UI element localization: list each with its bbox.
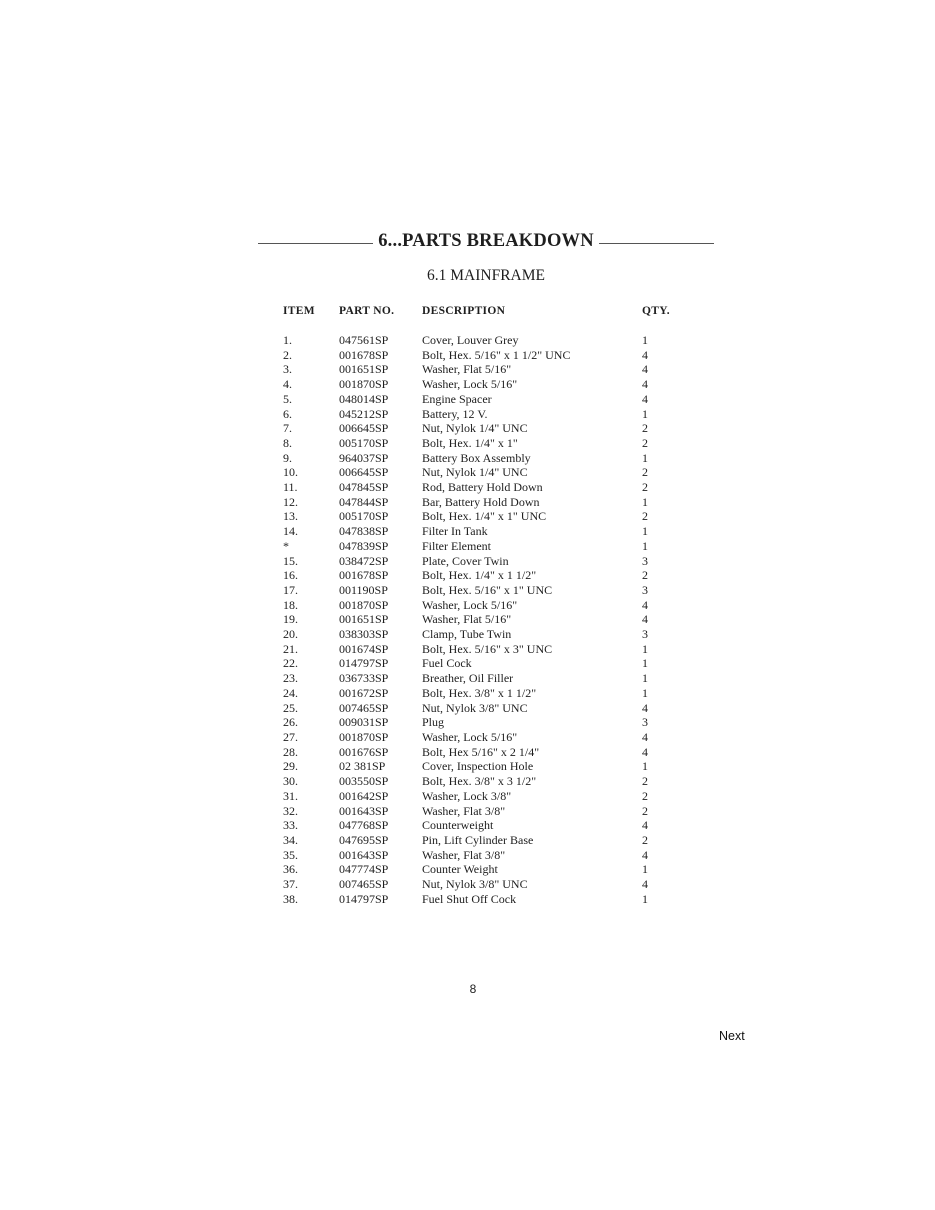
row-qty: 2 — [642, 465, 648, 480]
row-part-no: 001674SP — [339, 641, 389, 656]
table-header-row — [283, 303, 682, 319]
row-item: 16. — [283, 568, 298, 583]
row-part-no: 045212SP — [339, 406, 389, 421]
header-spacer — [283, 319, 682, 333]
row-item: 2. — [283, 347, 292, 362]
row-qty: 2 — [642, 568, 648, 583]
row-item: 37. — [283, 877, 298, 892]
row-part-no: 038303SP — [339, 627, 389, 642]
row-part-no: 007465SP — [339, 700, 389, 715]
row-item: 30. — [283, 774, 298, 789]
row-part-no: 009031SP — [339, 715, 389, 730]
row-description: Rod, Battery Hold Down — [422, 480, 543, 495]
row-qty: 2 — [642, 509, 648, 524]
row-item: 12. — [283, 494, 298, 509]
row-description: Filter Element — [422, 538, 491, 553]
row-qty: 4 — [642, 391, 648, 406]
row-qty: 1 — [642, 494, 648, 509]
row-qty: 4 — [642, 847, 648, 862]
row-qty: 2 — [642, 803, 648, 818]
row-item: 23. — [283, 671, 298, 686]
row-description: Washer, Lock 3/8" — [422, 788, 512, 803]
table-row — [283, 833, 682, 848]
row-part-no: 014797SP — [339, 891, 389, 906]
table-row — [283, 495, 682, 510]
row-description: Nut, Nylok 1/4" UNC — [422, 465, 528, 480]
row-description: Washer, Flat 5/16" — [422, 362, 512, 377]
table-row — [283, 627, 682, 642]
row-qty: 1 — [642, 656, 648, 671]
row-qty: 3 — [642, 553, 648, 568]
row-item: 33. — [283, 818, 298, 833]
row-part-no: 001678SP — [339, 347, 389, 362]
row-description: Filter In Tank — [422, 524, 488, 539]
row-item: 17. — [283, 582, 298, 597]
row-description: Bar, Battery Hold Down — [422, 494, 540, 509]
row-qty: 3 — [642, 715, 648, 730]
table-row — [283, 701, 682, 716]
row-item: 7. — [283, 421, 292, 436]
row-part-no: 005170SP — [339, 509, 389, 524]
table-row — [283, 554, 682, 569]
row-item: 15. — [283, 553, 298, 568]
row-part-no: 001870SP — [339, 597, 389, 612]
row-description: Bolt, Hex. 5/16" x 1" UNC — [422, 582, 553, 597]
row-item: 31. — [283, 788, 298, 803]
row-description: Cover, Inspection Hole — [422, 759, 534, 774]
row-part-no: 014797SP — [339, 656, 389, 671]
row-item: 25. — [283, 700, 298, 715]
row-qty: 4 — [642, 347, 648, 362]
row-description: Washer, Lock 5/16" — [422, 729, 518, 744]
row-qty: 4 — [642, 877, 648, 892]
table-row — [283, 348, 682, 363]
row-description: Pin, Lift Cylinder Base — [422, 832, 534, 847]
table-row — [283, 759, 682, 774]
row-qty: 2 — [642, 774, 648, 789]
row-item: 26. — [283, 715, 298, 730]
row-item: 20. — [283, 627, 298, 642]
row-item: 4. — [283, 377, 292, 392]
subsection-title: 6.1 MAINFRAME — [427, 267, 545, 284]
table-row — [283, 480, 682, 495]
section-title: 6...PARTS BREAKDOWN — [378, 230, 594, 251]
table-row — [283, 774, 682, 789]
table-row — [283, 509, 682, 524]
row-part-no: 001643SP — [339, 847, 389, 862]
row-description: Bolt, Hex. 1/4" x 1 1/2" — [422, 568, 537, 583]
row-part-no: 047839SP — [339, 538, 389, 553]
row-item: 13. — [283, 509, 298, 524]
row-description: Counterweight — [422, 818, 494, 833]
row-item: 28. — [283, 744, 298, 759]
row-qty: 1 — [642, 450, 648, 465]
row-item: 22. — [283, 656, 298, 671]
row-part-no: 001676SP — [339, 744, 389, 759]
table-row — [283, 892, 682, 907]
row-item: 38. — [283, 891, 298, 906]
row-description: Nut, Nylok 3/8" UNC — [422, 877, 528, 892]
table-row — [283, 568, 682, 583]
row-description: Bolt, Hex. 5/16" x 1 1/2" UNC — [422, 347, 571, 362]
row-description: Washer, Flat 3/8" — [422, 847, 506, 862]
row-description: Bolt, Hex 5/16" x 2 1/4" — [422, 744, 540, 759]
row-description: Nut, Nylok 1/4" UNC — [422, 421, 528, 436]
row-qty: 4 — [642, 744, 648, 759]
row-item: 11. — [283, 480, 298, 495]
row-part-no: 047561SP — [339, 333, 389, 347]
row-part-no: 036733SP — [339, 671, 389, 686]
row-description: Plug — [422, 715, 445, 730]
title-rule-left — [258, 243, 373, 244]
row-part-no: 006645SP — [339, 465, 389, 480]
table-row — [283, 362, 682, 377]
table-row — [283, 656, 682, 671]
header-qty: QTY. — [642, 305, 670, 317]
row-qty: 4 — [642, 729, 648, 744]
row-item: * — [283, 538, 289, 553]
next-link[interactable]: Next — [719, 1029, 745, 1043]
row-item: 10. — [283, 465, 298, 480]
row-part-no: 001678SP — [339, 568, 389, 583]
row-description: Washer, Flat 5/16" — [422, 612, 512, 627]
row-item: 18. — [283, 597, 298, 612]
row-description: Bolt, Hex. 5/16" x 3" UNC — [422, 641, 553, 656]
row-qty: 1 — [642, 862, 648, 877]
row-description: Engine Spacer — [422, 391, 492, 406]
row-item: 5. — [283, 391, 292, 406]
row-qty: 4 — [642, 377, 648, 392]
title-rule-right — [599, 243, 714, 244]
row-item: 36. — [283, 862, 298, 877]
row-description: Bolt, Hex. 1/4" x 1" UNC — [422, 509, 547, 524]
row-item: 14. — [283, 524, 298, 539]
row-description: Cover, Louver Grey — [422, 333, 519, 347]
row-qty: 1 — [642, 641, 648, 656]
row-qty: 2 — [642, 788, 648, 803]
row-qty: 4 — [642, 612, 648, 627]
table-row — [283, 524, 682, 539]
table-row — [283, 745, 682, 760]
row-part-no: 047768SP — [339, 818, 389, 833]
table-row — [283, 392, 682, 407]
row-part-no: 003550SP — [339, 774, 389, 789]
table-row — [283, 436, 682, 451]
row-part-no: 001651SP — [339, 612, 389, 627]
row-description: Breather, Oil Filler — [422, 671, 514, 686]
row-item: 9. — [283, 450, 292, 465]
row-part-no: 001672SP — [339, 685, 389, 700]
row-qty: 2 — [642, 421, 648, 436]
table-row — [283, 877, 682, 892]
row-description: Plate, Cover Twin — [422, 553, 509, 568]
row-qty: 1 — [642, 671, 648, 686]
table-row — [283, 848, 682, 863]
row-qty: 1 — [642, 685, 648, 700]
table-row — [283, 804, 682, 819]
row-part-no: 038472SP — [339, 553, 389, 568]
row-description: Battery, 12 V. — [422, 406, 488, 421]
table-row — [283, 671, 682, 686]
table-row — [283, 686, 682, 701]
section-title-row — [258, 228, 714, 254]
header-part-no: PART NO. — [339, 305, 395, 317]
row-description: Fuel Cock — [422, 656, 472, 671]
row-qty: 2 — [642, 480, 648, 495]
header-description: DESCRIPTION — [422, 305, 506, 317]
row-description: Bolt, Hex. 1/4" x 1" — [422, 435, 518, 450]
row-item: 34. — [283, 832, 298, 847]
table-row — [283, 715, 682, 730]
header-item: ITEM — [283, 305, 315, 317]
row-item: 21. — [283, 641, 298, 656]
table-row — [283, 583, 682, 598]
row-part-no: 02 381SP — [339, 759, 386, 774]
row-part-no: 001190SP — [339, 582, 388, 597]
row-part-no: 001870SP — [339, 729, 389, 744]
row-part-no: 048014SP — [339, 391, 389, 406]
table-row — [283, 642, 682, 657]
table-row — [283, 598, 682, 613]
row-item: 27. — [283, 729, 298, 744]
row-item: 1. — [283, 333, 292, 347]
row-item: 32. — [283, 803, 298, 818]
table-row — [283, 333, 682, 348]
row-part-no: 047845SP — [339, 480, 389, 495]
row-qty: 1 — [642, 524, 648, 539]
table-row — [283, 862, 682, 877]
table-row — [283, 465, 682, 480]
row-qty: 3 — [642, 582, 648, 597]
row-item: 19. — [283, 612, 298, 627]
row-qty: 1 — [642, 538, 648, 553]
row-qty: 1 — [642, 333, 648, 347]
row-description: Washer, Lock 5/16" — [422, 377, 518, 392]
table-row — [283, 789, 682, 804]
row-qty: 2 — [642, 435, 648, 450]
row-item: 35. — [283, 847, 298, 862]
row-part-no: 047838SP — [339, 524, 389, 539]
row-qty: 2 — [642, 832, 648, 847]
row-part-no: 047774SP — [339, 862, 389, 877]
row-description: Battery Box Assembly — [422, 450, 531, 465]
table-row — [283, 451, 682, 466]
table-row — [283, 377, 682, 392]
table-row — [283, 818, 682, 833]
row-description: Washer, Lock 5/16" — [422, 597, 518, 612]
row-item: 29. — [283, 759, 298, 774]
row-qty: 1 — [642, 891, 648, 906]
row-part-no: 001642SP — [339, 788, 389, 803]
row-part-no: 005170SP — [339, 435, 389, 450]
row-part-no: 047695SP — [339, 832, 389, 847]
table-row — [283, 612, 682, 627]
row-part-no: 964037SP — [339, 450, 389, 465]
row-item: 8. — [283, 435, 292, 450]
row-qty: 4 — [642, 818, 648, 833]
parts-table-body — [283, 333, 682, 906]
row-item: 6. — [283, 406, 292, 421]
row-part-no: 001643SP — [339, 803, 389, 818]
parts-table — [283, 303, 682, 906]
table-row — [283, 730, 682, 745]
row-qty: 3 — [642, 627, 648, 642]
row-description: Counter Weight — [422, 862, 498, 877]
row-part-no: 007465SP — [339, 877, 389, 892]
row-qty: 1 — [642, 759, 648, 774]
row-qty: 4 — [642, 362, 648, 377]
row-description: Bolt, Hex. 3/8" x 1 1/2" — [422, 685, 537, 700]
row-item: 24. — [283, 685, 298, 700]
row-part-no: 001651SP — [339, 362, 389, 377]
row-description: Washer, Flat 3/8" — [422, 803, 506, 818]
row-description: Clamp, Tube Twin — [422, 627, 512, 642]
row-item: 3. — [283, 362, 292, 377]
row-qty: 4 — [642, 597, 648, 612]
table-row — [283, 407, 682, 422]
row-part-no: 006645SP — [339, 421, 389, 436]
page-number: 8 — [469, 982, 477, 996]
row-description: Bolt, Hex. 3/8" x 3 1/2" — [422, 774, 537, 789]
row-qty: 1 — [642, 406, 648, 421]
row-qty: 4 — [642, 700, 648, 715]
table-row — [283, 421, 682, 436]
row-part-no: 001870SP — [339, 377, 389, 392]
row-description: Fuel Shut Off Cock — [422, 891, 517, 906]
table-row — [283, 539, 682, 554]
row-part-no: 047844SP — [339, 494, 389, 509]
row-description: Nut, Nylok 3/8" UNC — [422, 700, 528, 715]
